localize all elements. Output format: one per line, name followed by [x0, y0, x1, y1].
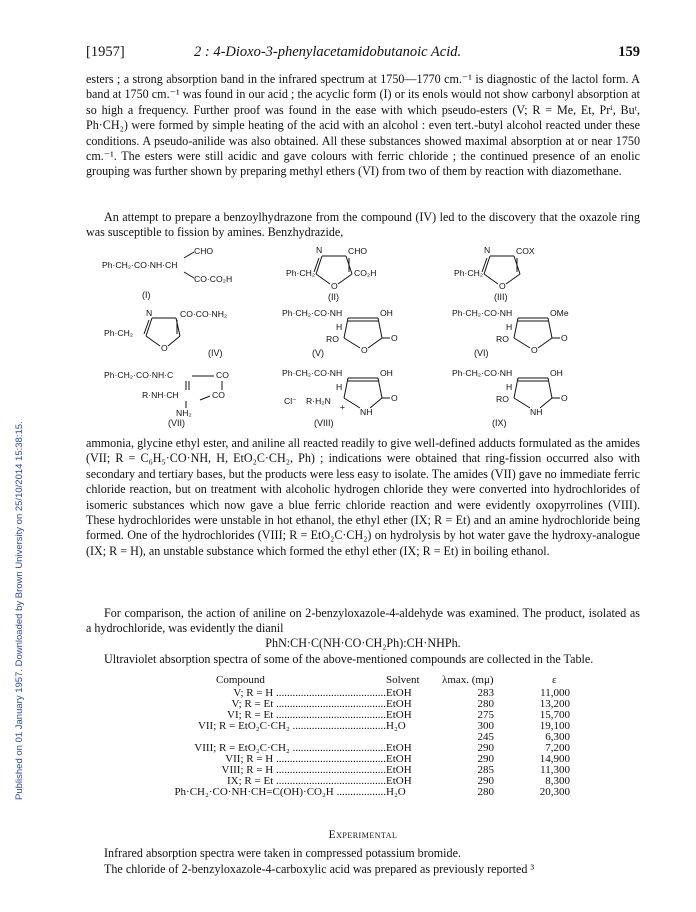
structure-VIII-h: H	[336, 382, 343, 392]
paragraph-oxazole-fission: An attempt to prepare a benzoylhydrazone from the compound (IV) led to the discovery that the oxazole ring was susceptible to fission by amines. Benzhydrazide,	[86, 210, 640, 240]
structure-II-phch2: Ph·CH₂	[286, 268, 316, 278]
cell-lambda: 245	[477, 731, 494, 743]
cell-lambda: 290	[477, 742, 494, 754]
cell-epsilon: 15,700	[539, 709, 570, 721]
structure-V-oh: OH	[380, 308, 393, 318]
structure-IX-nh: NH	[530, 407, 543, 417]
paragraph-infrared: Infrared absorption spectra were taken in compressed potassium bromide.	[104, 846, 461, 860]
structure-VII-co-top: CO	[216, 370, 229, 380]
structure-IX-h: H	[506, 382, 513, 392]
paragraph-chloride: The chloride of 2-benzyloxazole-4-carboxylic acid was prepared as previously reported ³	[104, 862, 535, 876]
structure-I-chain: Ph·CH₂·CO·NH·CH	[102, 260, 178, 270]
page-number: 159	[618, 44, 640, 60]
structure-III-phch2: Ph·CH₂	[454, 268, 484, 278]
cell-lambda: 280	[477, 698, 494, 710]
structure-V-h: H	[336, 322, 343, 332]
cell-solvent: EtOH	[386, 709, 412, 721]
cell-solvent: H₂O	[386, 786, 406, 798]
cell-epsilon: 20,300	[539, 786, 570, 798]
table-row	[116, 688, 586, 699]
structure-II-cho: CHO	[348, 246, 368, 256]
structure-I-coco2h: CO·CO₂H	[194, 274, 233, 284]
structure-IV-n: N	[146, 308, 153, 318]
cell-compound: VIII; R = EtO₂C·CH₂ ..................................	[194, 743, 386, 754]
structure-IV-cocognh2: CO·CO·NH₂	[180, 309, 228, 319]
structure-III	[454, 244, 574, 306]
structure-VII-amide: Ph·CH₂·CO·NH·C	[104, 370, 174, 380]
structure-IV-o: O	[161, 343, 168, 353]
structure-IV-phch2: Ph·CH₂	[104, 328, 134, 338]
cell-lambda: 300	[477, 720, 494, 732]
table-row	[116, 754, 586, 765]
structure-II	[286, 244, 406, 306]
structure-V-carbonyl-o: O	[391, 333, 398, 343]
structure-V-label: (V)	[312, 348, 324, 358]
structure-I-label: (I)	[142, 290, 151, 300]
structure-V	[282, 310, 412, 366]
structure-VIII-amide: Ph·CH₂·CO·NH	[282, 368, 343, 378]
cell-solvent: H₂O	[386, 720, 406, 732]
structure-VII-label: (VII)	[168, 418, 185, 428]
cell-lambda: 290	[477, 775, 494, 787]
structure-V-amide: Ph·CH₂·CO·NH	[282, 308, 343, 318]
structure-VI-carbonyl-o: O	[561, 333, 568, 343]
cell-compound: V; R = H ........................................	[233, 688, 386, 699]
cell-epsilon: 19,100	[539, 720, 570, 732]
cell-epsilon: 14,900	[539, 753, 570, 765]
structure-IX-ro: RO	[496, 394, 509, 404]
header-year: [1957]	[86, 44, 125, 60]
cell-lambda: 285	[477, 764, 494, 776]
structure-II-o: O	[331, 281, 338, 291]
table-row	[116, 721, 586, 732]
structure-I	[102, 244, 252, 306]
structure-VIII-label: (VIII)	[314, 418, 334, 428]
structure-VII-nh2: NH₂	[176, 408, 192, 418]
cell-compound: VII; R = H ........................................	[225, 754, 386, 765]
table-row	[116, 776, 586, 787]
col-header-solvent: Solvent	[386, 674, 420, 686]
table-row	[116, 710, 586, 721]
structure-VII	[104, 370, 264, 432]
structure-VIII-nh: NH	[360, 407, 373, 417]
structure-VI-label: (VI)	[474, 348, 489, 358]
structure-V-ro: RO	[326, 334, 339, 344]
table-row	[116, 699, 586, 710]
structure-IX-label: (IX)	[492, 418, 507, 428]
structure-VI	[452, 310, 602, 366]
structure-VI-ring-o: O	[531, 345, 538, 355]
structure-VI-h: H	[506, 322, 513, 332]
col-header-lambda: λmax. (mμ)	[442, 674, 494, 686]
paragraph-uv-spectra: Ultraviolet absorption spectra of some of the above-mentioned compounds are collected in the Table.	[104, 652, 594, 666]
structure-III-cox: COX	[516, 246, 535, 256]
cell-epsilon: 11,000	[540, 687, 570, 699]
structure-IX	[452, 370, 592, 432]
cell-compound: VIII; R = H ........................................	[221, 765, 386, 776]
running-header	[86, 44, 640, 62]
cell-solvent: EtOH	[386, 687, 412, 699]
col-header-compound: Compound	[216, 674, 265, 686]
structure-III-label: (III)	[494, 292, 508, 302]
cell-lambda: 283	[477, 687, 494, 699]
structure-IV	[104, 310, 264, 366]
structure-VI-ro: RO	[496, 334, 509, 344]
cell-compound: Ph·CH₂·CO·NH·CH=C(OH)·CO₂H ..................	[174, 787, 386, 798]
structure-VIII-carbonyl-o: O	[391, 393, 398, 403]
structure-III-o: O	[499, 281, 506, 291]
structure-IV-label: (IV)	[208, 348, 223, 358]
col-header-epsilon: ε	[552, 674, 557, 686]
structure-VII-rnhch: R·NH·CH	[142, 390, 179, 400]
cell-compound: IX; R = Et ........................................	[227, 776, 386, 787]
structure-VIII-ammonium: R·H₂N	[306, 396, 331, 406]
structure-II-n: N	[316, 245, 323, 255]
cell-lambda: 275	[477, 709, 494, 721]
table-row	[116, 732, 586, 743]
download-note: Published on 01 January 1957. Downloaded by Brown University on 25/10/2014 15:38:15.	[14, 421, 25, 800]
cell-epsilon: 7,200	[545, 742, 570, 754]
cell-solvent: EtOH	[386, 753, 412, 765]
cell-lambda: 290	[477, 753, 494, 765]
structure-V-ring-o: O	[361, 345, 368, 355]
paragraph-comparison: For comparison, the action of aniline on 2-benzyloxazole-4-aldehyde was examined. The product, isolated as a hydrochloride, was evidently the dianil	[86, 606, 640, 636]
experimental-heading	[86, 829, 640, 841]
cell-epsilon: 6,300	[545, 731, 570, 743]
structure-VI-ome: OMe	[550, 308, 569, 318]
structure-VIII-plus: +	[340, 402, 346, 412]
cell-solvent: EtOH	[386, 698, 412, 710]
structure-VIII-chloride: Cl⁻	[284, 396, 297, 406]
structure-II-label: (II)	[328, 292, 339, 302]
cell-solvent: EtOH	[386, 775, 412, 787]
cell-epsilon: 11,300	[540, 764, 570, 776]
table-row	[116, 765, 586, 776]
experimental-heading-text: Experimental	[328, 829, 398, 841]
download-watermark	[2, 140, 25, 800]
structure-IX-carbonyl-o: O	[561, 393, 568, 403]
header-title: 2 : 4-Dioxo-3-phenylacetamidobutanoic Acid.	[194, 44, 462, 60]
cell-lambda: 280	[477, 786, 494, 798]
structure-VII-co-bottom: CO	[212, 390, 225, 400]
table-row	[116, 787, 586, 798]
cell-compound: VI; R = Et ........................................	[227, 710, 386, 721]
structure-IX-amide: Ph·CH₂·CO·NH	[452, 368, 513, 378]
structure-IX-ring	[452, 370, 592, 432]
cell-compound: VII; R = EtO₂C·CH₂ ..................................	[197, 721, 386, 732]
structure-II-co2h: CO₂H	[354, 268, 377, 278]
cell-epsilon: 8,300	[545, 775, 570, 787]
cell-epsilon: 13,200	[539, 698, 570, 710]
structure-III-n: N	[484, 245, 491, 255]
paragraph-amides: ammonia, glycine ethyl ester, and aniline all reacted readily to give well-defined adducts formulated as the amides (VII; R = C₆H₅·CO·NH, H, EtO₂C·CH₂, Ph) ; indications were obtained that ring-fission occurred also with secondary and tertiary bases, but the products were less easy to isolate. The amides (VII) gave no immediate ferric chloride reaction, but on treatment with alcoholic hydrogen chloride they were converted into hydrochlorides of isomeric substances which now gave a blue ferric chloride reaction and were evidently oxopyrrolines (VIII). These hydrochlorides were unstable in hot ethanol, the ethyl ether (IX; R = Et) and an amine hydrochloride being formed. One of the hydrochlorides (VIII; R = EtO₂C·CH₂) on hydrolysis by hot water gave the hydroxy-analogue (IX; R = H), an unstable substance which formed the ethyl ether (IX; R = Et) in boiling ethanol.	[86, 436, 640, 558]
cell-solvent: EtOH	[386, 742, 412, 754]
structure-VIII-oh: OH	[380, 368, 393, 378]
paragraph-lactol-form: esters ; a strong absorption band in the infrared spectrum at 1750—1770 cm.⁻¹ is diagnostic of the lactol form. A band at 1750 cm.⁻¹ was found in our acid ; the acyclic form (I) or its enols would not show carbonyl absorption at so high a frequency. Further proof was found in the ease with which pseudo-esters (V; R = Me, Et, Prⁱ, Buᵗ, Ph·CH₂) were formed by simple heating of the acid with an alcohol : even tert.-butyl alcohol reacted under these conditions. A pseudo-anilide was also obtained. All these substances showed maximal absorption at or near 1750 cm.⁻¹. The esters were still acidic and gave colours with ferric chloride ; the continued presence of an enolic grouping was further shown by preparing methyl ethers (VI) from two of them by reaction with diazomethane.	[86, 72, 640, 179]
cell-solvent: EtOH	[386, 764, 412, 776]
structure-VIII	[282, 370, 412, 432]
structure-IX-oh: OH	[550, 368, 563, 378]
structure-I-cho: CHO	[194, 246, 214, 256]
cell-compound: V; R = Et ........................................	[231, 699, 386, 710]
dianil-formula: PhN:CH·C(NH·CO·CH₂Ph):CH·NHPh.	[265, 636, 461, 650]
table-row	[116, 743, 586, 754]
structure-VI-amide: Ph·CH₂·CO·NH	[452, 308, 513, 318]
